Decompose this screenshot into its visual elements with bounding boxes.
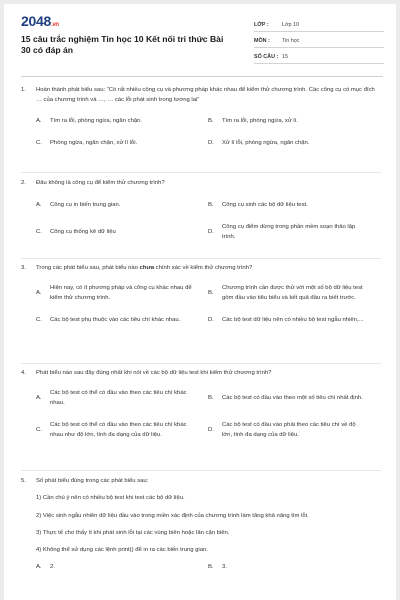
option-letter: B. — [208, 117, 214, 124]
options-grid — [21, 194, 381, 248]
option-b[interactable] — [193, 556, 365, 578]
option-text: Tìm ra lỗi, phòng ngừa, xử lí. — [222, 117, 298, 124]
question-text — [21, 368, 381, 378]
option-letter: C. — [36, 427, 42, 434]
option-a[interactable] — [21, 556, 193, 578]
header-divider — [21, 76, 383, 77]
statement-1: 1) Cần chú ý nên có nhiều bộ test khi test các bộ dữ liệu. — [36, 495, 185, 502]
options-grid — [21, 556, 381, 578]
option-d[interactable] — [193, 132, 365, 154]
option-letter: A. — [36, 563, 42, 570]
option-letter: C. — [36, 229, 42, 236]
meta-key: LỚP : — [254, 22, 269, 28]
question-text — [21, 263, 381, 273]
question-number: 2. — [21, 180, 26, 186]
meta-row-count — [254, 48, 384, 64]
option-c[interactable] — [21, 414, 193, 446]
option-letter: B. — [208, 290, 214, 297]
option-letter: D. — [208, 427, 214, 434]
meta-key: MÔN : — [254, 38, 270, 44]
option-letter: A. — [36, 290, 42, 297]
question-stem: Đâu không là công cụ để kiểm thử chương trình? — [36, 180, 165, 186]
option-d[interactable] — [193, 216, 365, 248]
meta-value: Tin học — [282, 38, 300, 44]
question-4 — [21, 368, 381, 446]
option-text: Hiện nay, có ít phương pháp và công cụ khác nhau để kiểm thử chương trình. — [50, 285, 192, 302]
option-b[interactable] — [193, 194, 365, 216]
option-text: Các bộ test phụ thuộc vào các tiêu chí khác nhau. — [50, 317, 181, 324]
question-stem: Số phát biểu đúng trong các phát biểu sau: — [36, 478, 149, 484]
worksheet-page — [4, 4, 396, 600]
question-divider — [21, 470, 381, 471]
option-b[interactable] — [193, 277, 365, 309]
option-letter: B. — [208, 563, 214, 570]
logo-ext: .vn — [50, 22, 59, 28]
option-text: Các bộ test có thể có đầu vào theo các tiêu chí khác nhau như độ lớn, tính đa dạng của dữ liệu. — [50, 422, 187, 439]
option-text: Chương trình cần được thử với một số bộ dữ liệu test gồm đầu vào tiêu biểu và kết quả đầu ra biết trước. — [222, 285, 363, 302]
question-divider — [21, 258, 381, 259]
option-d[interactable] — [193, 309, 365, 331]
question-number: 4. — [21, 370, 26, 376]
page-title: 15 câu trắc nghiệm Tin học 10 Kết nối tri thức Bài 30 có đáp án — [21, 34, 224, 56]
option-letter: C. — [36, 317, 42, 324]
question-text — [21, 85, 381, 106]
option-c[interactable] — [21, 216, 193, 248]
option-text: Xử lí lỗi, phòng ngừa, ngăn chặn. — [222, 139, 310, 146]
options-grid — [21, 277, 381, 331]
statement-4: 4) Không thể sử dụng các lệnh print() để in ra các biến trung gian. — [36, 547, 208, 554]
question-stem: Trong các phát biểu sau, phát biểu nào — [36, 265, 140, 271]
question-stem-end: chính xác về kiểm thử chương trình? — [154, 265, 253, 271]
option-letter: A. — [36, 117, 42, 124]
question-divider — [21, 172, 381, 173]
option-a[interactable] — [21, 277, 193, 309]
option-text: Phòng ngừa, ngăn chặn, xử lí lỗi. — [50, 139, 138, 146]
option-text: Công cụ in biến trung gian. — [50, 202, 121, 209]
question-stem: Hoàn thành phát biểu sau: “Có rất nhiều công cụ và phương pháp khác nhau để kiểm thử chương trình. Các công cụ có mục đích … của chương trình và …, … các lỗi phát sinh trong tương lai” — [36, 87, 375, 104]
question-number: 5. — [21, 478, 26, 484]
option-text: Các bộ test có đầu vào theo một số tiêu chí nhất định. — [222, 395, 363, 402]
question-3 — [21, 263, 381, 331]
question-1 — [21, 85, 381, 154]
question-2 — [21, 178, 381, 248]
option-letter: A. — [36, 395, 42, 402]
option-c[interactable] — [21, 132, 193, 154]
statement-3: 3) Thực tế cho thấy ít khi phát sinh lỗi tại các vùng biên hoặc lân cận biên. — [36, 529, 230, 536]
question-emphasis: chưa — [139, 265, 155, 271]
option-text: 3. — [222, 563, 227, 570]
logo-text: 2048 — [21, 13, 51, 29]
question-5 — [21, 476, 381, 578]
option-letter: C. — [36, 139, 42, 146]
option-a[interactable] — [21, 194, 193, 216]
meta-value: Lớp 10 — [282, 22, 300, 28]
header — [4, 4, 396, 76]
option-text: Công cụ điểm dừng trong phần mềm soạn thảo lập trình. — [222, 224, 356, 241]
option-text: Tìm ra lỗi, phòng ngừa, ngăn chặn. — [50, 117, 143, 124]
option-a[interactable] — [21, 110, 193, 132]
option-b[interactable] — [193, 110, 365, 132]
option-letter: D. — [208, 317, 214, 324]
options-grid — [21, 110, 381, 154]
option-text: Các bộ test có đầu vào phải theo các tiêu chí về độ lớn, tính đa dạng của dữ liệu. — [222, 422, 356, 439]
option-text: Công cụ thống kê dữ liệu — [50, 229, 116, 236]
question-text — [21, 476, 381, 486]
option-text: Các bộ test có thể có đầu vào theo các tiêu chí khác nhau. — [50, 390, 187, 407]
option-a[interactable] — [21, 382, 193, 414]
question-divider — [21, 363, 381, 364]
option-letter: D. — [208, 229, 214, 236]
meta-table — [254, 16, 384, 64]
option-c[interactable] — [21, 309, 193, 331]
question-number: 1. — [21, 87, 26, 93]
meta-value: 15 — [282, 54, 288, 60]
question-number: 3. — [21, 265, 26, 271]
option-letter: B. — [208, 202, 214, 209]
option-text: Công cụ sinh các bộ dữ liệu test. — [222, 202, 308, 209]
meta-row-class — [254, 16, 384, 32]
meta-row-subject — [254, 32, 384, 48]
statement-2: 2) Việc sinh ngẫu nhiên dữ liệu đầu vào trong miền xác định của chương trình làm tăng khả năng tìm lỗi. — [36, 512, 309, 519]
option-letter: B. — [208, 395, 214, 402]
option-letter: A. — [36, 202, 42, 209]
options-grid — [21, 382, 381, 446]
option-letter: D. — [208, 139, 214, 146]
option-d[interactable] — [193, 414, 365, 446]
option-b[interactable] — [193, 382, 365, 414]
meta-key: SỐ CÂU : — [254, 54, 279, 60]
option-text: 2. — [50, 563, 55, 570]
option-text: Các bộ test dữ liệu nên có nhiều bộ test ngẫu nhiên,... — [222, 317, 364, 324]
question-text — [21, 178, 381, 188]
question-stem: Phát biểu nào sau đây đúng nhất khi nói về các bộ dữ liệu test khi kiểm thử chương trình? — [36, 370, 272, 376]
site-logo[interactable] — [21, 13, 59, 29]
